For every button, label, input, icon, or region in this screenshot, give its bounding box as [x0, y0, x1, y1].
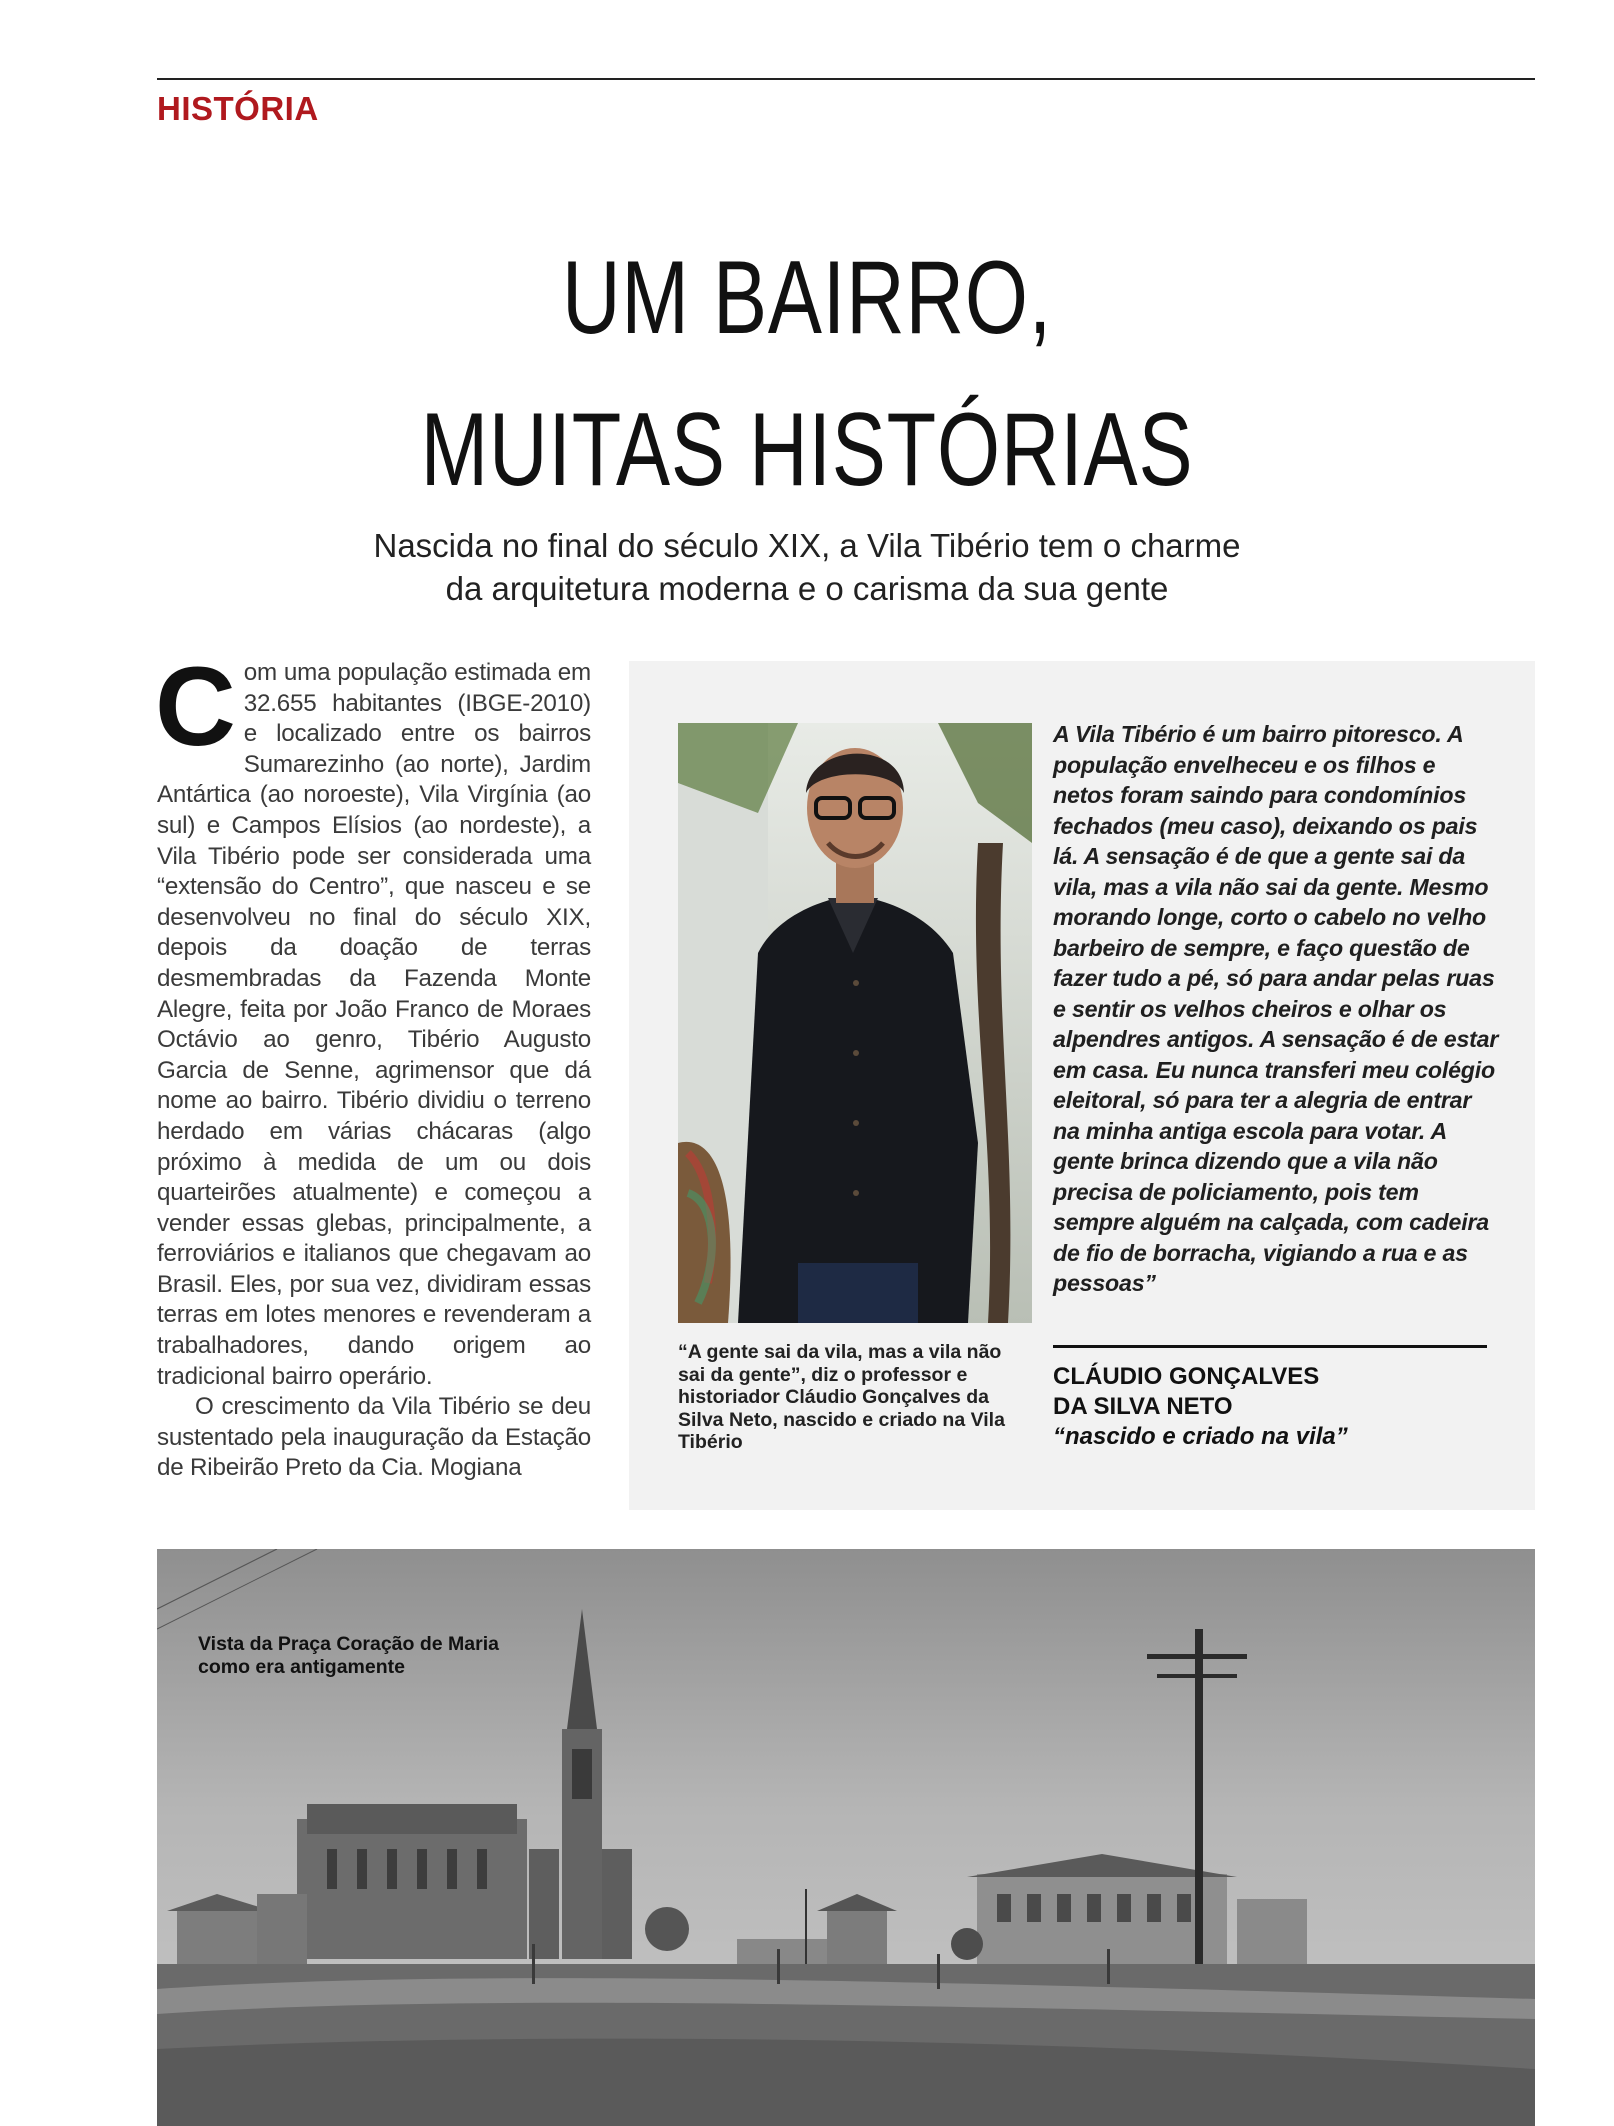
- headline-line-1: UM BAIRRO,: [561, 240, 1053, 356]
- quote-author: [1053, 1362, 1493, 1452]
- subtitle-line-2: da arquitetura moderna e o carisma da sua gente: [445, 570, 1169, 607]
- quote-rule: [1053, 1345, 1487, 1348]
- subtitle: [0, 524, 1614, 610]
- section-label: HISTÓRIA: [157, 90, 319, 127]
- quote-author-line-2: DA SILVA NETO: [1053, 1393, 1233, 1420]
- quote-text: A Vila Tibério é um bairro pitoresco. A população envelheceu e os filhos e netos foram saindo para condomínios fechados (meu caso), deixando os pais lá. A sensação é de que a gente sai da vila, mas a vila não sai da gente. Mesmo morando longe, corto o cabelo no velho barbeiro de sempre, e faço questão de fazer tudo a pé, só para andar pelas ruas e sentir os velhos cheiros e olhar os alpendres antigos. A sensação é de estar em casa. Eu nunca transferi meu colégio eleitoral, só para ter a alegria de entrar na minha antiga escola para votar. A gente brinca dizendo que a vila não precisa de policiamento, pois tem sempre alguém na calçada, com cadeira de fio de borracha, vigiando a rua e as pessoas”: [1053, 721, 1499, 1296]
- headline: [178, 222, 1437, 526]
- article-paragraph-1-text: om uma população estimada em 32.655 habitantes (IBGE-2010) e localizado entre os bairros Sumarezinho (ao norte), Jardim Antártica (ao noroeste), Vila Virgínia (ao sul) e Campos Elísios (ao nordeste), a Vila Tibério pode ser considerada uma “extensão do Centro”, que nasceu e se desenvolveu no final do século XIX, depois da doação de terras desmembradas da Fazenda Monte Alegre, feita por João Franco de Moraes Octávio ao genro, Tibério Augusto Garcia de Senne, agrimensor que dá nome ao bairro. Tibério dividiu o terreno herdado em várias chácaras (algo próximo à medida de um ou dois quarteirões atualmente) e começou a vender essas glebas, principalmente, a ferroviários e italianos que chegavam ao Brasil. Eles, por sua vez, dividiram essas terras em lotes menores e revenderam a trabalhadores, dando origem ao tradicional bairro operário.: [157, 659, 591, 1390]
- subtitle-line-1: Nascida no final do século XIX, a Vila Tibério tem o charme: [373, 527, 1241, 564]
- drop-cap: C: [155, 644, 236, 769]
- quote-author-line-1: CLÁUDIO GONÇALVES: [1053, 1363, 1320, 1390]
- top-rule: [157, 78, 1535, 80]
- quote-author-role: “nascido e criado na vila”: [1053, 1423, 1348, 1450]
- portrait-illustration: [678, 723, 1032, 1323]
- historic-photo-caption: Vista da Praça Coração de Maria como era antigamente: [198, 1633, 499, 1678]
- headline-line-2: MUITAS HISTÓRIAS: [420, 392, 1194, 508]
- article-paragraph-2: O crescimento da Vila Tibério se deu sustentado pela inauguração da Estação de Ribeirão Preto da Cia. Mogiana: [157, 1393, 591, 1482]
- photo-caption: “A gente sai da vila, mas a vila não sai da gente”, diz o professor e historiador Cláudio Gonçalves da Silva Neto, nascido e criado na Vila Tibério: [678, 1341, 1005, 1453]
- article-paragraph-1: [155, 644, 591, 1392]
- article-body: [155, 644, 591, 1484]
- portrait-photo: [678, 723, 1032, 1323]
